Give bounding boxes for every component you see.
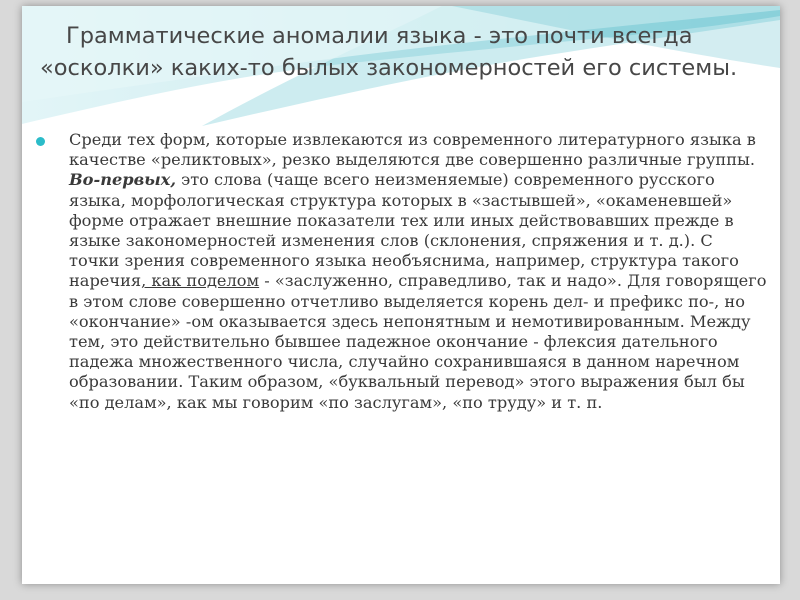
content-panel: [22, 6, 780, 584]
slide-title: Грамматические аномалии языка - это почти всегда «осколки» каких-то былых закономерностей его системы.: [40, 23, 738, 81]
paragraph-part-1: Среди тех форм, которые извлекаются из современного литературного языка в качестве «реликтовых», резко выделяются две совершенно различные группы.: [69, 130, 756, 170]
underlined-term: , как поделом: [141, 271, 260, 291]
emphasis-first: Во-первых,: [69, 170, 176, 190]
bullet-paragraph: [69, 130, 768, 413]
paragraph-part-3: - «заслуженно, справедливо, так и надо». Для говорящего в этом слове совершенно отчетливо выделяется корень дел- и префикс по-, но «окончание» -ом оказывается здесь непонятным и немотивированным. Между тем, это действительно бывшее падежное окончание - флексия дательного падежа множественного числа, случайно сохранившаяся в данном наречном образовании. Таким образом, «буквальный перевод» этого выражения был бы «по делам», как мы говорим «по заслугам», «по труду» и т. п.: [69, 271, 767, 412]
paragraph-part-2: это слова (чаще всего неизменяемые) современного русского языка, морфологическая структура которых в «застывшей», «окаменевшей» форме отражает внешние показатели тех или иных действовавших прежде в языке закономерностей изменения слов (склонения, спряжения и т. д.). С точки зрения современного языка необъяснима, например, структура такого наречия: [69, 170, 739, 291]
bullet-dot-icon: [36, 137, 45, 146]
bullet-list: [36, 130, 768, 413]
